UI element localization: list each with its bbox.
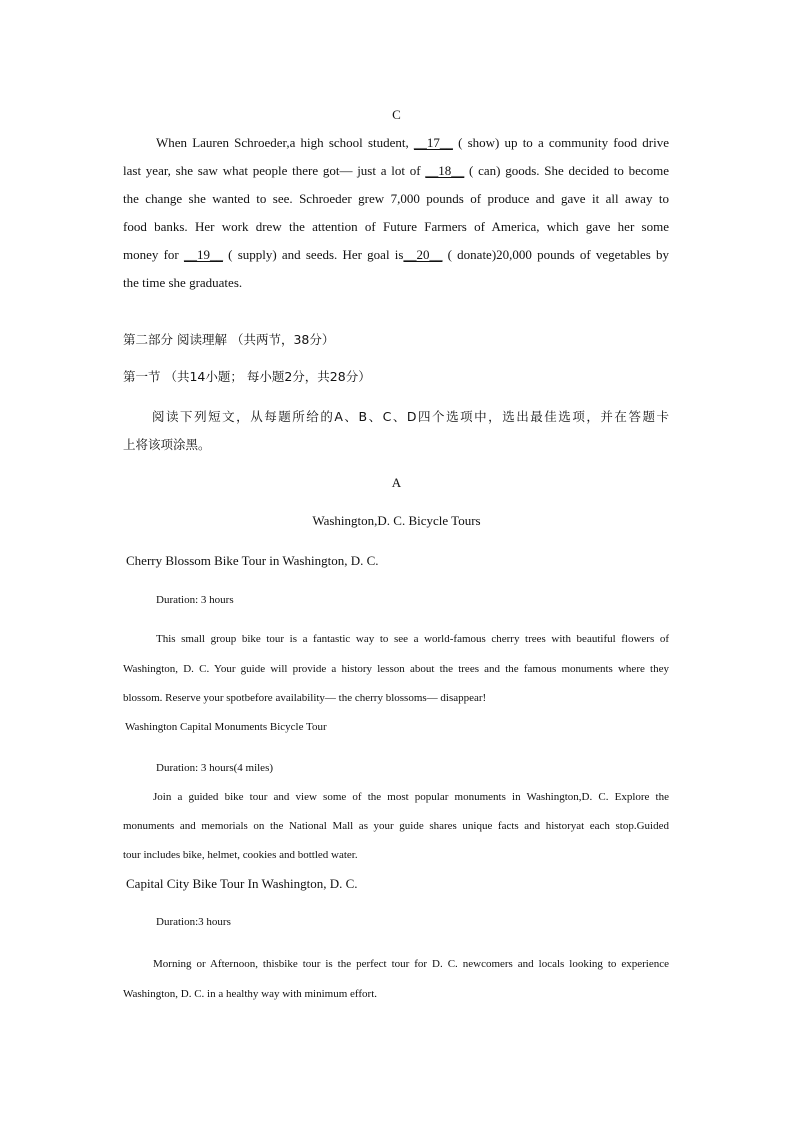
instruction-line-2: 上将该项涂黑。 bbox=[123, 437, 211, 452]
line-text: last year, she saw what people there got— just a lot of bbox=[123, 163, 426, 178]
tour-1-desc-line-3: blossom. Reserve your spotbefore availability— the cherry blossoms— disappear! bbox=[123, 692, 487, 704]
tour-3-name: Capital City Bike Tour In Washington, D. C. bbox=[126, 876, 358, 891]
section-c-line-4: food banks. Her work drew the attention of Future Farmers of America, which gave her some bbox=[123, 219, 669, 234]
tour-2-duration: Duration: 3 hours(4 miles) bbox=[156, 762, 274, 774]
tour-2-desc-line-3: tour includes bike, helmet, cookies and bottled water. bbox=[123, 849, 358, 861]
tour-1-desc-line-1: This small group bike tour is a fantastic way to see a world-famous cherry trees with beautiful flowers of bbox=[156, 633, 669, 645]
section-c-line-2 bbox=[123, 163, 669, 179]
section-c-line-1 bbox=[156, 135, 669, 151]
tour-1-name: Cherry Blossom Bike Tour in Washington, D. C. bbox=[126, 553, 379, 568]
section-c-line-5 bbox=[123, 247, 669, 263]
line-text: ( supply) and seeds. Her goal is bbox=[222, 247, 404, 262]
tour-1-desc-line-2: Washington, D. C. Your guide will provide a history lesson about the trees and the famous monuments where they bbox=[123, 663, 669, 675]
line-text: ( can) goods. She decided to become bbox=[464, 163, 669, 178]
section-c-line-3: the change she wanted to see. Schroeder grew 7,000 pounds of produce and gave it all away to bbox=[123, 191, 669, 206]
blank-18: __18__ bbox=[425, 163, 465, 178]
tour-3-duration: Duration:3 hours bbox=[156, 916, 231, 928]
section-c-letter: C bbox=[392, 107, 401, 122]
line-text: ( donate)20,000 pounds of vegetables by bbox=[442, 247, 669, 262]
line-text: When Lauren Schroeder,a high school student, bbox=[156, 135, 414, 150]
tour-2-name: Washington Capital Monuments Bicycle Tour bbox=[125, 721, 327, 733]
tour-1-duration: Duration: 3 hours bbox=[156, 594, 234, 606]
tour-3-desc-line-2: Washington, D. C. in a healthy way with minimum effort. bbox=[123, 988, 378, 1000]
line-text: money for bbox=[123, 247, 184, 262]
passage-a-letter: A bbox=[391, 475, 402, 490]
line-text: ( show) up to a community food drive bbox=[452, 135, 670, 150]
instruction-line-1: 阅读下列短文，从每题所给的A、B、C、D四个选项中，选出最佳选项，并在答题卡 bbox=[152, 409, 669, 424]
blank-20: __20__ bbox=[403, 247, 443, 262]
passage-a-title: Washington,D. C. Bicycle Tours bbox=[312, 513, 481, 528]
tour-2-desc-line-2: monuments and memorials on the National Mall as your guide shares unique facts and historyat each stop.Guided bbox=[123, 820, 669, 832]
section-c-line-6: the time she graduates. bbox=[123, 275, 243, 290]
tour-3-desc-line-1: Morning or Afternoon, thisbike tour is the perfect tour for D. C. newcomers and locals looking to experience bbox=[153, 958, 669, 970]
blank-19: __19__ bbox=[183, 247, 223, 262]
blank-17: __17__ bbox=[413, 135, 453, 150]
tour-2-desc-line-1: Join a guided bike tour and view some of the most popular monuments in Washington,D. C. Explore the bbox=[153, 791, 669, 803]
part2-heading: 第二部分 阅读理解 （共两节，38分） bbox=[123, 332, 335, 347]
section1-heading: 第一节 （共14小题； 每小题2分，共28分） bbox=[123, 369, 371, 384]
